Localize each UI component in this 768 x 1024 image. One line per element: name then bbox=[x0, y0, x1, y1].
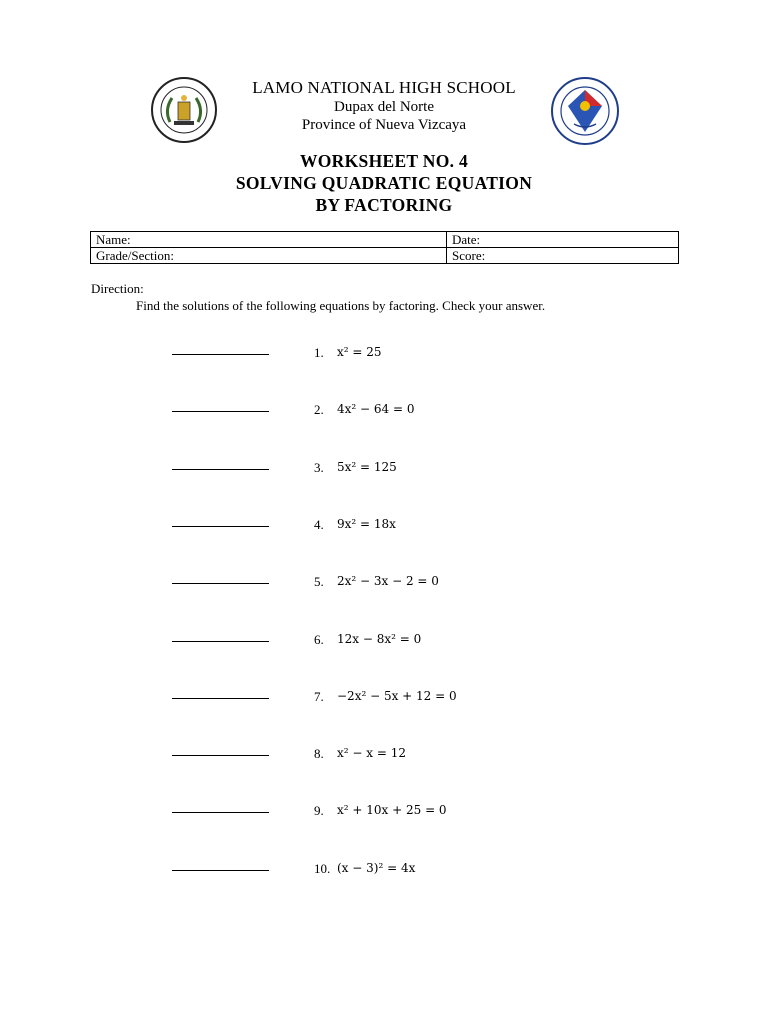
problem-number: 4. bbox=[314, 516, 324, 532]
school-header bbox=[0, 78, 768, 134]
score-field[interactable]: Score: bbox=[447, 248, 679, 264]
problem-equation: −2x² − 5x + 12 = 0 bbox=[337, 688, 457, 703]
direction-label: Direction: bbox=[91, 281, 144, 296]
problem-item bbox=[0, 459, 768, 479]
worksheet-title bbox=[0, 150, 768, 216]
problem-item bbox=[0, 573, 768, 593]
problem-equation: 9x² = 18x bbox=[337, 516, 396, 531]
date-field[interactable]: Date: bbox=[447, 232, 679, 248]
direction-text: Find the solutions of the following equations by factoring. Check your answer. bbox=[136, 298, 546, 313]
answer-blank[interactable] bbox=[172, 411, 269, 412]
problem-number: 3. bbox=[314, 459, 324, 475]
problem-item bbox=[0, 516, 768, 536]
problem-item bbox=[0, 860, 768, 880]
problem-item bbox=[0, 688, 768, 708]
problem-item bbox=[0, 802, 768, 822]
problem-number: 9. bbox=[314, 803, 324, 819]
answer-blank[interactable] bbox=[172, 755, 269, 756]
school-name: LAMO NATIONAL HIGH SCHOOL bbox=[252, 78, 516, 97]
problem-number: 7. bbox=[314, 688, 324, 704]
problem-number: 10. bbox=[314, 860, 331, 876]
problem-equation: 2x² − 3x − 2 = 0 bbox=[337, 574, 439, 589]
problem-item bbox=[0, 344, 768, 364]
problem-equation: x² = 25 bbox=[337, 345, 382, 359]
answer-blank[interactable] bbox=[172, 354, 269, 355]
title-line-3: BY FACTORING bbox=[315, 195, 453, 215]
problem-equation: x² − x = 12 bbox=[337, 746, 406, 761]
grade-section-field[interactable]: Grade/Section: bbox=[91, 248, 447, 264]
problem-number: 6. bbox=[314, 631, 324, 647]
name-field[interactable]: Name: bbox=[91, 232, 447, 248]
answer-blank[interactable] bbox=[172, 641, 269, 642]
problem-number: 2. bbox=[314, 402, 324, 418]
problem-equation: 5x² = 125 bbox=[337, 459, 397, 474]
answer-blank[interactable] bbox=[172, 583, 269, 584]
answer-blank[interactable] bbox=[172, 870, 269, 871]
student-info-table bbox=[90, 231, 679, 264]
problem-number: 8. bbox=[314, 746, 324, 762]
title-line-2: SOLVING QUADRATIC EQUATION bbox=[235, 173, 533, 193]
problem-equation: 12x − 8x² = 0 bbox=[337, 631, 422, 646]
answer-blank[interactable] bbox=[172, 698, 269, 699]
problem-number: 1. bbox=[314, 345, 324, 360]
info-row bbox=[91, 248, 679, 264]
problem-equation: 4x² − 64 = 0 bbox=[337, 402, 415, 417]
title-line-1: WORKSHEET NO. 4 bbox=[299, 151, 469, 171]
problem-equation: x² + 10x + 25 = 0 bbox=[337, 803, 447, 818]
problem-equation: (x − 3)² = 4x bbox=[337, 860, 416, 875]
answer-blank[interactable] bbox=[172, 469, 269, 470]
info-row bbox=[91, 232, 679, 248]
problem-number: 5. bbox=[314, 574, 324, 590]
problem-item bbox=[0, 401, 768, 421]
problem-item bbox=[0, 745, 768, 765]
answer-blank[interactable] bbox=[172, 812, 269, 813]
school-province: Province of Nueva Vizcaya bbox=[301, 117, 467, 133]
problem-item bbox=[0, 631, 768, 651]
answer-blank[interactable] bbox=[172, 526, 269, 527]
school-town: Dupax del Norte bbox=[334, 99, 434, 115]
